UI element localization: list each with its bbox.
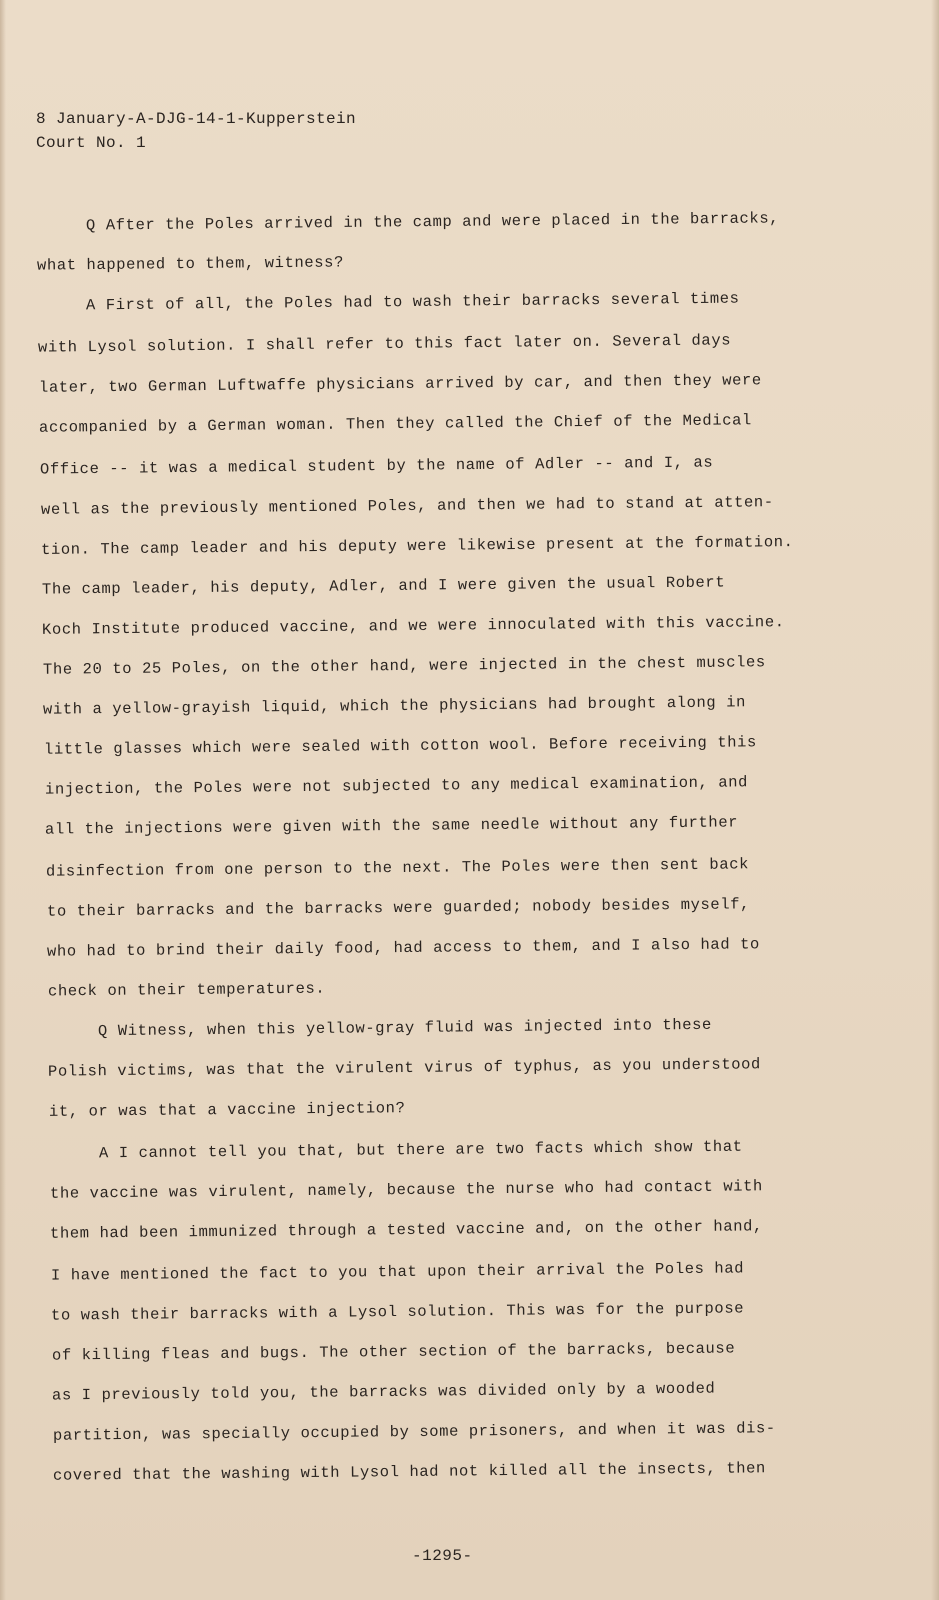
transcript-line: Polish victims, was that the virulent virus of typhus, as you understood [47,1055,761,1081]
court-number-line: Court No. 1 [36,134,147,152]
transcript-line: A First of all, the Poles had to wash their barracks several times [85,289,740,315]
transcript-line: A I cannot tell you that, but there are two facts which show that [98,1137,743,1163]
transcript-line: The 20 to 25 Poles, on the other hand, were injected in the chest muscles [42,653,766,679]
document-reference-line: 8 January-A-DJG-14-1-Kupperstein [36,110,357,128]
transcript-line: what happened to them, witness? [36,253,345,275]
transcript-line: with Lysol solution. I shall refer to this fact later on. Several days [37,331,732,357]
transcript-line: to wash their barracks with a Lysol solution. This was for the purpose [50,1299,745,1325]
transcript-line: Koch Institute produced vaccine, and we were innoculated with this vaccine. [41,613,785,639]
transcript-line: later, two German Luftwaffe physicians arrived by car, and then they were [38,371,762,397]
transcript-line: partition, was specially occupied by some prisoners, and when it was dis- [52,1419,776,1445]
transcript-line: tion. The camp leader and his deputy were likewise present at the formation. [40,533,794,559]
transcript-line: disinfection from one person to the next. The Poles were then sent back [45,855,750,881]
transcript-line: who had to brind their daily food, had access to them, and I also had to [46,935,760,961]
transcript-line: as I previously told you, the barracks was divided only by a wooded [51,1379,716,1405]
transcript-line: of killing fleas and bugs. The other section of the barracks, because [51,1339,736,1365]
transcript-line: with a yellow-grayish liquid, which the physicians had brought along in [42,693,747,719]
transcript-line: Q Witness, when this yellow-gray fluid was injected into these [97,1015,712,1041]
transcript-line: I have mentioned the fact to you that upon their arrival the Poles had [50,1259,745,1285]
transcript-line: Q After the Poles arrived in the camp and were placed in the barracks, [85,209,780,235]
transcript-line: Office -- it was a medical student by the name of Adler -- and I, as [39,453,714,479]
transcript-line: little glasses which were sealed with cotton wool. Before receiving this [43,733,757,759]
page-number: -1295- [412,1547,473,1565]
transcript-line: all the injections were given with the same needle without any further [44,813,739,839]
transcript-line: it, or was that a vaccine injection? [48,1099,406,1121]
transcript-line: covered that the washing with Lysol had not killed all the insects, then [52,1459,766,1485]
transcript-line: to their barracks and the barracks were guarded; nobody besides myself, [46,895,751,921]
transcript-line: them had been immunized through a tested vaccine and, on the other hand, [49,1217,763,1243]
transcript-line: check on their temperatures. [47,979,326,1001]
transcript-line: the vaccine was virulent, namely, because the nurse who had contact with [49,1177,763,1203]
transcript-line: well as the previously mentioned Poles, and then we had to stand at atten- [40,493,774,519]
transcript-line: accompanied by a German woman. Then they called the Chief of the Medical [38,411,752,437]
transcript-line: injection, the Poles were not subjected to any medical examination, and [44,773,749,799]
transcript-line: The camp leader, his deputy, Adler, and I were given the usual Robert [41,573,726,599]
